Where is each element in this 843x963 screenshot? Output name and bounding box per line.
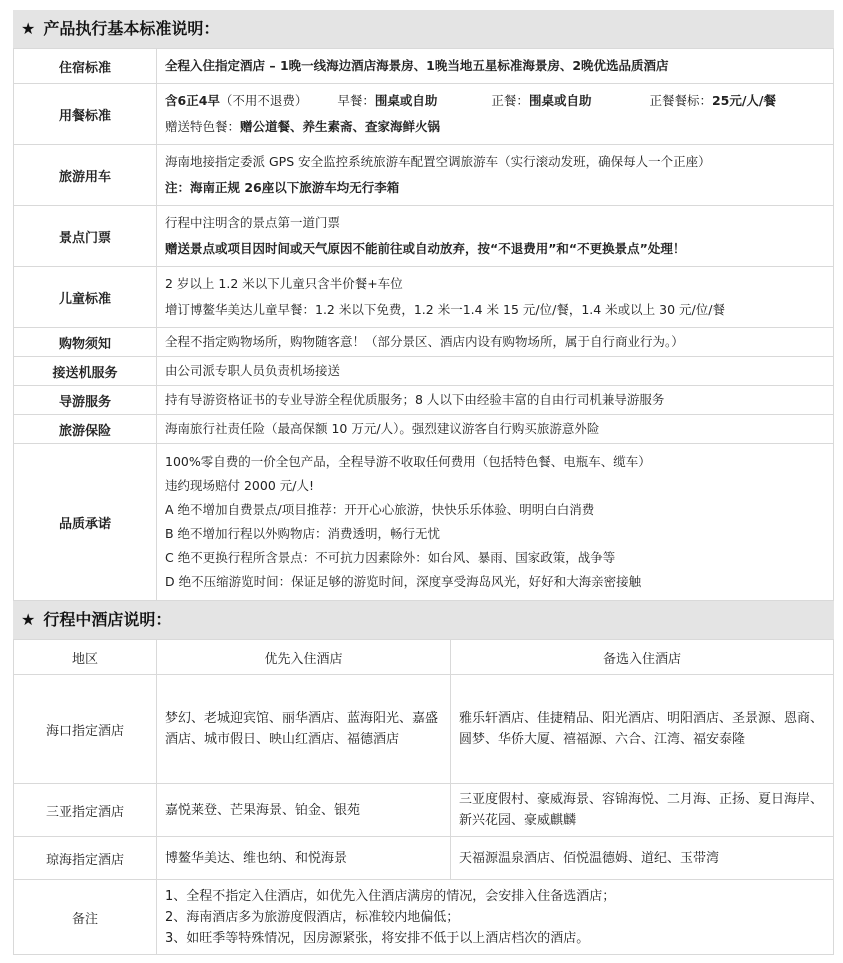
preferred-hotels-cell: 梦幻、老城迎宾馆、丽华酒店、蓝海阳光、嘉盛酒店、城市假日、映山红酒店、福德酒店 [157,675,451,784]
meal-standard-value: 25元/人/餐 [711,93,776,108]
children-line: 2 岁以上 1.2 米以下儿童只含半价餐+车位 [165,276,403,291]
note-line: 3、如旺季等特殊情况，因房源紧张，将安排不低于以上酒店档次的酒店。 [165,930,590,946]
table-row [14,328,834,357]
children-content [157,267,834,328]
row-label: 用餐标准 [14,84,157,145]
preferred-hotels-cell: 博鳌华美达、维也纳、和悦海景 [157,837,451,880]
table-row [14,49,834,84]
breakfast-value: 围桌或自助 [374,93,438,108]
guide-content [157,386,834,415]
section-header-hotels [13,601,834,639]
quality-line: B 绝不增加行程以外购物店：消费透明，畅行无忧 [165,526,441,541]
table-header-row [14,640,834,675]
table-row [14,357,834,386]
table-row [14,386,834,415]
quality-line: C 绝不更换行程所含景点：不可抗力因素除外：如台风、暴雨、国家政策，战争等 [165,550,616,565]
quality-line: 100%零自费的一价全包产品，全程导游不收取任何费用（包括特色餐、电瓶车、缆车） [165,454,651,469]
table-row [14,415,834,444]
alternative-hotels-cell: 天福源温泉酒店、佰悦温德姆、道纪、玉带湾 [451,837,834,880]
quality-line: D 绝不压缩游览时间：保证足够的游览时间，深度享受海岛风光，好好和大海亲密接触 [165,574,642,589]
accommodation-content [157,49,834,84]
gift-meal-label: 赠送特色餐： [165,119,241,134]
note-line: 2、海南酒店多为旅游度假酒店，标准较内地偏低； [165,909,460,925]
row-label: 旅游用车 [14,145,157,206]
table-row [14,267,834,328]
transport-content [157,145,834,206]
transport-line: 海南地接指定委派 GPS 安全监控系统旅游车配置空调旅游车（实行滚动发班，确保每人一个正座） [165,154,711,169]
region-cell: 海口指定酒店 [14,675,157,784]
alternative-hotels-cell: 三亚度假村、豪威海景、容锦海悦、二月海、正扬、夏日海岸、新兴花园、豪威麒麟 [451,784,834,837]
star-icon: ★ [21,19,36,38]
note-line: 1、全程不指定入住酒店，如优先入住酒店满房的情况，会安排入住备选酒店； [165,888,616,904]
insurance-text: 海南旅行社责任险（最高保额 10 万元/人）。强烈建议游客自行购买旅游意外险 [165,421,600,436]
table-row [14,880,834,955]
section-title: 行程中酒店说明： [43,610,172,629]
standards-table [13,48,834,601]
children-breakfast-line: 增订博鳌华美达儿童早餐：1.2 米以下免费，1.2 米一1.4 米 15 元/位/餐，1.4 米或以上 30 元/位/餐 [165,302,725,317]
notes-content [157,880,834,955]
shopping-text: 全程不指定购物场所，购物随客意！（部分景区、酒店内设有购物场所，属于自行商业行为。） [165,334,684,349]
hotels-table [13,639,834,955]
row-label: 儿童标准 [14,267,157,328]
insurance-content [157,415,834,444]
meal-standard-label: 正餐餐标： [649,93,712,108]
region-cell: 琼海指定酒店 [14,837,157,880]
table-row [14,837,834,880]
star-icon: ★ [21,610,36,629]
table-row [14,145,834,206]
transport-note: 注：海南正规 26座以下旅游车均无行李箱 [165,180,400,195]
table-row [14,84,834,145]
shopping-content [157,328,834,357]
accommodation-text: 全程入住指定酒店 – 1晚一线海边酒店海景房、1晚当地五星标准海景房、2晚优选品质酒店 [165,58,669,73]
column-header: 优先入住酒店 [157,640,451,675]
breakfast-label: 早餐： [337,93,375,108]
tickets-content [157,206,834,267]
meal-no-refund: （不用不退费） [219,93,308,108]
preferred-hotels-cell: 嘉悦莱登、芒果海景、铂金、银苑 [157,784,451,837]
table-row [14,206,834,267]
row-label: 旅游保险 [14,415,157,444]
meals-content [157,84,834,145]
column-header: 备选入住酒店 [451,640,834,675]
quality-line: 违约现场赔付 2000 元/人! [165,478,314,493]
page [13,10,834,955]
column-header: 地区 [14,640,157,675]
gift-meal-value: 赠公道餐、养生素斋、查家海鲜火锅 [240,119,441,134]
row-label: 品质承诺 [14,444,157,601]
region-cell: 三亚指定酒店 [14,784,157,837]
section-title: 产品执行基本标准说明： [43,19,220,38]
alternative-hotels-cell: 雅乐轩酒店、佳捷精品、阳光酒店、明阳酒店、圣景源、恩商、圆梦、华侨大厦、禧福源、六合、江湾、福安泰隆 [451,675,834,784]
guide-text: 持有导游资格证书的专业导游全程优质服务；8 人以下由经验丰富的自由行司机兼导游服务 [165,392,665,407]
lunch-value: 围桌或自助 [528,93,592,108]
table-row [14,784,834,837]
meal-count: 含6正4早 [165,93,220,108]
row-label: 导游服务 [14,386,157,415]
row-label: 景点门票 [14,206,157,267]
quality-content [157,444,834,601]
table-row [14,675,834,784]
table-row [14,444,834,601]
tickets-note: 赠送景点或项目因时间或天气原因不能前往或自动放弃，按“不退费用”和“不更换景点”处理！ [165,241,686,256]
tickets-line: 行程中注明含的景点第一道门票 [165,215,341,230]
section-header-standards [13,10,834,48]
row-label: 住宿标准 [14,49,157,84]
lunch-label: 正餐： [491,93,529,108]
notes-label: 备注 [14,880,157,955]
pickup-content [157,357,834,386]
row-label: 接送机服务 [14,357,157,386]
row-label: 购物须知 [14,328,157,357]
quality-line: A 绝不增加自费景点/项目推荐：开开心心旅游，快快乐乐体验、明明白白消费 [165,502,595,517]
pickup-text: 由公司派专职人员负责机场接送 [165,363,341,378]
